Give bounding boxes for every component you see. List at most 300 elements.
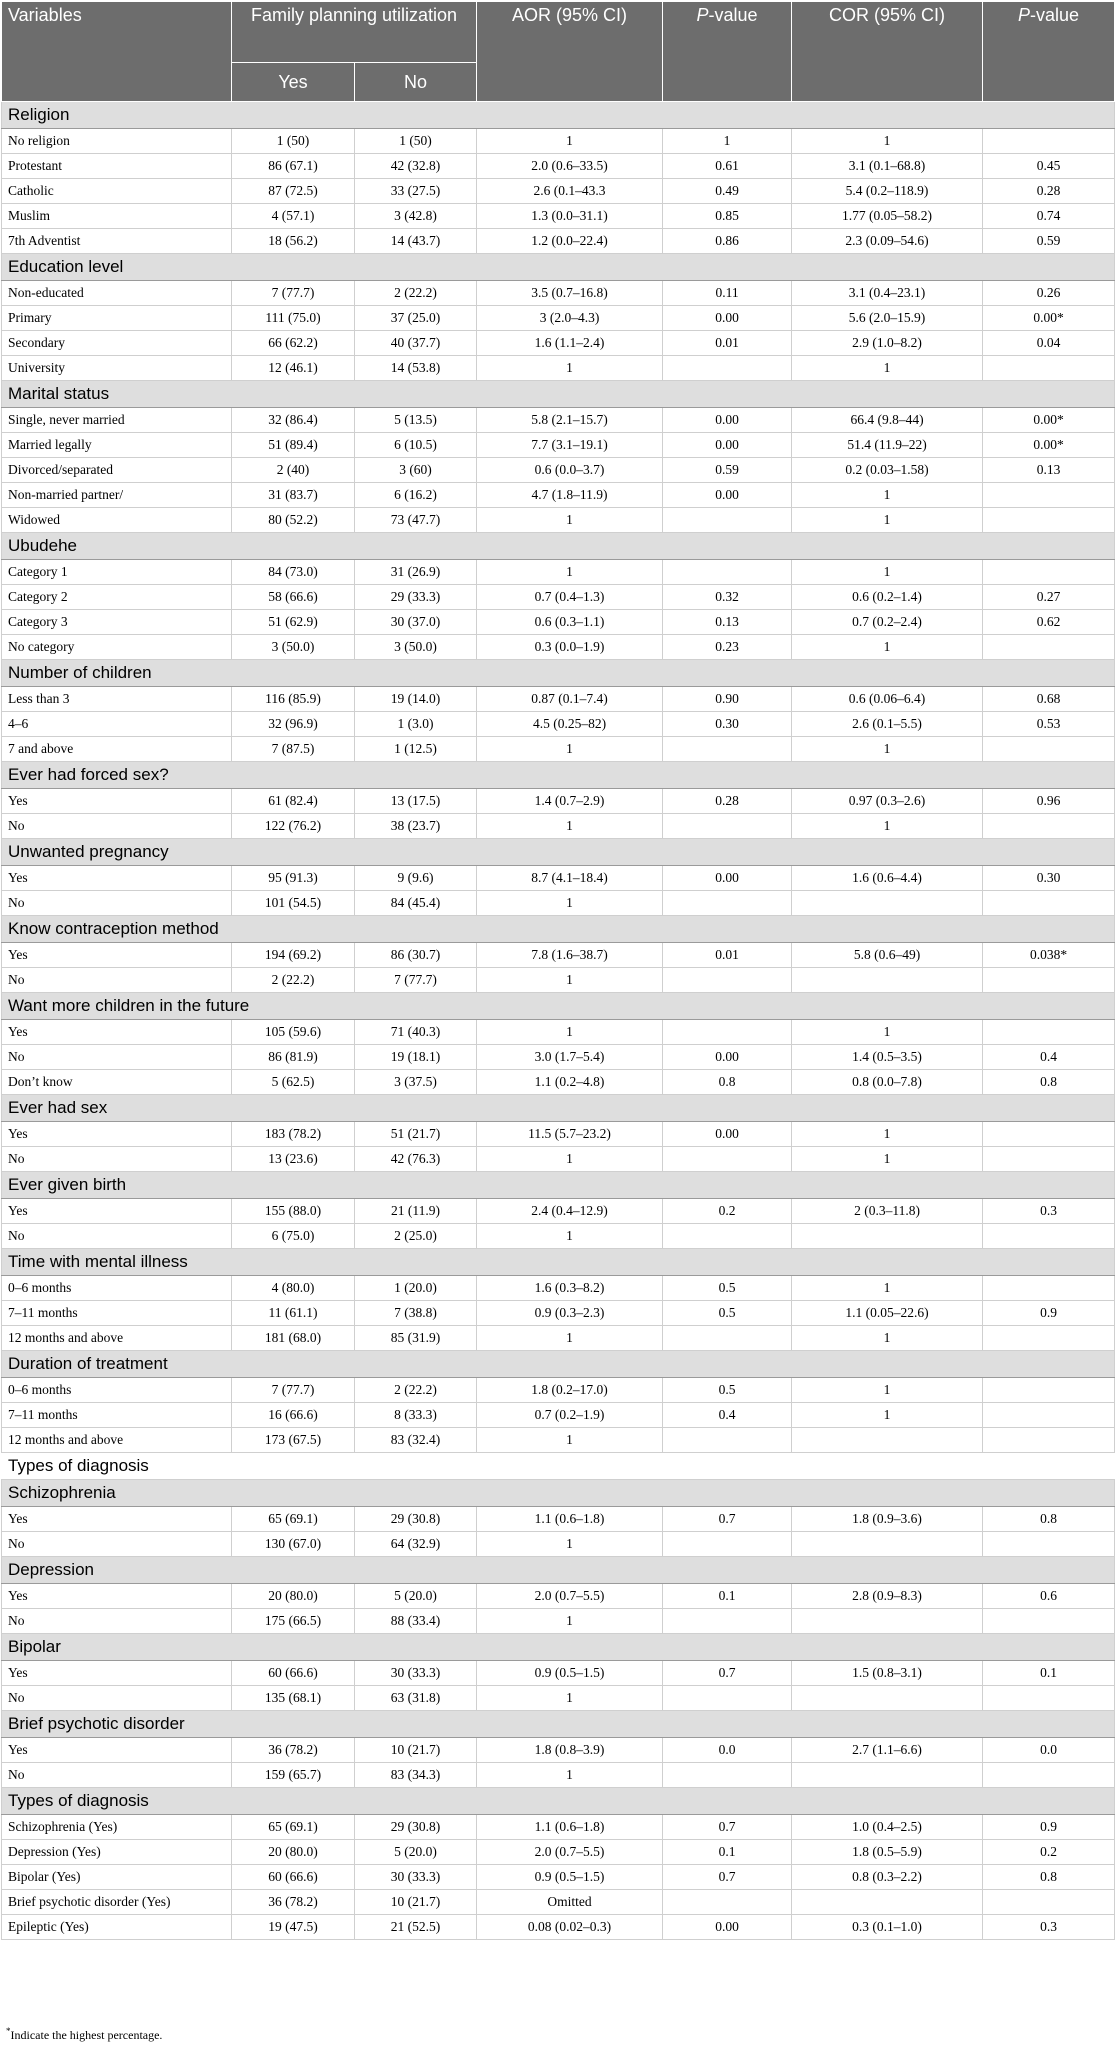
cell-aor-pvalue: 0.8 <box>663 1070 792 1095</box>
cell-no: 88 (33.4) <box>355 1609 477 1634</box>
cell-aor-pvalue: 0.0 <box>663 1738 792 1763</box>
cell-no: 30 (37.0) <box>355 610 477 635</box>
cell-aor: 1.8 (0.2–17.0) <box>477 1378 663 1403</box>
section-title: Ever given birth <box>2 1172 1115 1199</box>
table-row <box>2 1609 1115 1634</box>
cell-yes: 7 (77.7) <box>232 281 355 306</box>
cell-aor: 2.4 (0.4–12.9) <box>477 1199 663 1224</box>
section-row <box>2 1249 1115 1276</box>
cell-yes: 86 (81.9) <box>232 1045 355 1070</box>
cell-aor: 1 <box>477 1428 663 1453</box>
cell-cor: 1.8 (0.5–5.9) <box>792 1840 983 1865</box>
cell-aor: 1 <box>477 968 663 993</box>
cell-variable: Don’t know <box>2 1070 232 1095</box>
cell-cor: 1.0 (0.4–2.5) <box>792 1815 983 1840</box>
cell-cor: 1 <box>792 1147 983 1172</box>
cell-aor: 1.1 (0.6–1.8) <box>477 1815 663 1840</box>
cell-yes: 2 (40) <box>232 458 355 483</box>
table-row <box>2 1378 1115 1403</box>
cell-aor: 1 <box>477 1686 663 1711</box>
table-row <box>2 1840 1115 1865</box>
cell-no: 10 (21.7) <box>355 1890 477 1915</box>
cell-aor-pvalue: 0.00 <box>663 1122 792 1147</box>
cell-cor-pvalue: 0.59 <box>983 229 1115 254</box>
table-row <box>2 1865 1115 1890</box>
cell-variable: 0–6 months <box>2 1276 232 1301</box>
cell-variable: Secondary <box>2 331 232 356</box>
cell-cor: 1.1 (0.05–22.6) <box>792 1301 983 1326</box>
cell-cor: 1 <box>792 1122 983 1147</box>
cell-no: 29 (33.3) <box>355 585 477 610</box>
table-row <box>2 1890 1115 1915</box>
cell-yes: 60 (66.6) <box>232 1865 355 1890</box>
cell-aor: 0.9 (0.5–1.5) <box>477 1661 663 1686</box>
cell-yes: 6 (75.0) <box>232 1224 355 1249</box>
cell-yes: 36 (78.2) <box>232 1738 355 1763</box>
cell-cor: 0.2 (0.03–1.58) <box>792 458 983 483</box>
cell-aor-pvalue: 0.11 <box>663 281 792 306</box>
cell-variable: Yes <box>2 1199 232 1224</box>
table-row <box>2 891 1115 916</box>
cell-no: 33 (27.5) <box>355 179 477 204</box>
cell-aor: 2.6 (0.1–43.3 <box>477 179 663 204</box>
section-title: Education level <box>2 254 1115 281</box>
cell-variable: Muslim <box>2 204 232 229</box>
cell-yes: 122 (76.2) <box>232 814 355 839</box>
cell-variable: No <box>2 814 232 839</box>
table-row <box>2 737 1115 762</box>
cell-yes: 3 (50.0) <box>232 635 355 660</box>
cell-yes: 12 (46.1) <box>232 356 355 381</box>
cell-aor-pvalue: 0.7 <box>663 1661 792 1686</box>
cell-yes: 32 (96.9) <box>232 712 355 737</box>
cell-variable: Protestant <box>2 154 232 179</box>
cell-cor-pvalue <box>983 1224 1115 1249</box>
cell-no: 63 (31.8) <box>355 1686 477 1711</box>
cell-cor-pvalue <box>983 1122 1115 1147</box>
cell-no: 10 (21.7) <box>355 1738 477 1763</box>
cell-variable: 12 months and above <box>2 1428 232 1453</box>
cell-aor: 1 <box>477 737 663 762</box>
cell-no: 51 (21.7) <box>355 1122 477 1147</box>
cell-variable: Depression (Yes) <box>2 1840 232 1865</box>
cell-yes: 7 (87.5) <box>232 737 355 762</box>
table-row <box>2 1301 1115 1326</box>
cell-aor-pvalue: 0.90 <box>663 687 792 712</box>
section-row <box>2 254 1115 281</box>
table-row <box>2 866 1115 891</box>
cell-no: 5 (13.5) <box>355 408 477 433</box>
table-row <box>2 1763 1115 1788</box>
cell-aor: 1 <box>477 129 663 154</box>
cell-aor: 1 <box>477 356 663 381</box>
cell-cor: 1 <box>792 1326 983 1351</box>
section-title: Want more children in the future <box>2 993 1115 1020</box>
cell-yes: 105 (59.6) <box>232 1020 355 1045</box>
cell-yes: 60 (66.6) <box>232 1661 355 1686</box>
cell-aor-pvalue: 0.30 <box>663 712 792 737</box>
cell-aor-pvalue: 0.01 <box>663 943 792 968</box>
cell-aor-pvalue: 0.5 <box>663 1378 792 1403</box>
table-row <box>2 943 1115 968</box>
cell-cor-pvalue: 0.9 <box>983 1301 1115 1326</box>
cell-aor-pvalue: 0.1 <box>663 1840 792 1865</box>
table-row <box>2 1686 1115 1711</box>
cell-cor: 1.6 (0.6–4.4) <box>792 866 983 891</box>
section-title: Ever had sex <box>2 1095 1115 1122</box>
cell-aor-pvalue: 0.49 <box>663 179 792 204</box>
table-row <box>2 179 1115 204</box>
table-row <box>2 1661 1115 1686</box>
cell-aor-pvalue: 0.00 <box>663 866 792 891</box>
header-cor: COR (95% CI) <box>792 2 983 102</box>
cell-variable: No <box>2 1045 232 1070</box>
table-row <box>2 1403 1115 1428</box>
cell-cor <box>792 1890 983 1915</box>
cell-cor <box>792 1224 983 1249</box>
cell-cor: 1 <box>792 508 983 533</box>
section-row <box>2 1453 1115 1480</box>
cell-variable: No <box>2 1686 232 1711</box>
table-row <box>2 1326 1115 1351</box>
cell-cor: 1 <box>792 1276 983 1301</box>
cell-variable: Yes <box>2 943 232 968</box>
section-row <box>2 993 1115 1020</box>
cell-yes: 13 (23.6) <box>232 1147 355 1172</box>
header-pvalue-aor <box>663 2 792 102</box>
cell-cor-pvalue: 0.00* <box>983 433 1115 458</box>
cell-variable: Bipolar (Yes) <box>2 1865 232 1890</box>
cell-cor: 1 <box>792 1403 983 1428</box>
section-row <box>2 381 1115 408</box>
cell-cor-pvalue <box>983 1147 1115 1172</box>
cell-aor-pvalue: 0.7 <box>663 1865 792 1890</box>
cell-yes: 1 (50) <box>232 129 355 154</box>
cell-no: 42 (32.8) <box>355 154 477 179</box>
cell-aor: 1.6 (0.3–8.2) <box>477 1276 663 1301</box>
cell-cor-pvalue: 0.2 <box>983 1840 1115 1865</box>
cell-no: 2 (22.2) <box>355 1378 477 1403</box>
footnote <box>6 2026 162 2043</box>
cell-yes: 11 (61.1) <box>232 1301 355 1326</box>
cell-aor: 0.6 (0.0–3.7) <box>477 458 663 483</box>
table-row <box>2 1532 1115 1557</box>
cell-aor-pvalue <box>663 1532 792 1557</box>
cell-cor: 1 <box>792 129 983 154</box>
footnote-mark: * <box>6 2026 11 2036</box>
cell-cor: 1 <box>792 483 983 508</box>
cell-aor: 7.8 (1.6–38.7) <box>477 943 663 968</box>
cell-aor-pvalue <box>663 891 792 916</box>
table-row <box>2 1224 1115 1249</box>
cell-no: 42 (76.3) <box>355 1147 477 1172</box>
cell-cor: 0.97 (0.3–2.6) <box>792 789 983 814</box>
cell-cor-pvalue: 0.96 <box>983 789 1115 814</box>
table-row <box>2 1584 1115 1609</box>
cell-no: 1 (3.0) <box>355 712 477 737</box>
section-row <box>2 102 1115 129</box>
table-row <box>2 1147 1115 1172</box>
table-row <box>2 1020 1115 1045</box>
cell-yes: 173 (67.5) <box>232 1428 355 1453</box>
cell-no: 21 (11.9) <box>355 1199 477 1224</box>
table-row <box>2 356 1115 381</box>
cell-aor-pvalue <box>663 968 792 993</box>
table-row <box>2 1815 1115 1840</box>
cell-aor: 7.7 (3.1–19.1) <box>477 433 663 458</box>
cell-cor-pvalue: 0.00* <box>983 306 1115 331</box>
cell-cor-pvalue: 0.3 <box>983 1915 1115 1940</box>
table-row <box>2 968 1115 993</box>
cell-cor: 51.4 (11.9–22) <box>792 433 983 458</box>
cell-no: 2 (22.2) <box>355 281 477 306</box>
cell-cor: 3.1 (0.4–23.1) <box>792 281 983 306</box>
cell-variable: University <box>2 356 232 381</box>
cell-aor-pvalue <box>663 1020 792 1045</box>
cell-cor <box>792 1428 983 1453</box>
cell-cor <box>792 891 983 916</box>
table-row <box>2 1428 1115 1453</box>
cell-aor-pvalue: 0.86 <box>663 229 792 254</box>
cell-no: 73 (47.7) <box>355 508 477 533</box>
cell-cor-pvalue <box>983 891 1115 916</box>
cell-aor: 0.7 (0.4–1.3) <box>477 585 663 610</box>
cell-no: 1 (12.5) <box>355 737 477 762</box>
cell-yes: 19 (47.5) <box>232 1915 355 1940</box>
cell-aor-pvalue: 0.7 <box>663 1815 792 1840</box>
cell-variable: No <box>2 1147 232 1172</box>
cell-cor-pvalue: 0.00* <box>983 408 1115 433</box>
cell-cor-pvalue <box>983 1403 1115 1428</box>
cell-yes: 130 (67.0) <box>232 1532 355 1557</box>
cell-cor: 1 <box>792 1020 983 1045</box>
cell-cor: 2.3 (0.09–54.6) <box>792 229 983 254</box>
cell-variable: No <box>2 1763 232 1788</box>
cell-no: 64 (32.9) <box>355 1532 477 1557</box>
cell-cor: 5.4 (0.2–118.9) <box>792 179 983 204</box>
cell-aor: 3 (2.0–4.3) <box>477 306 663 331</box>
cell-variable: Yes <box>2 1507 232 1532</box>
cell-aor-pvalue <box>663 1686 792 1711</box>
cell-variable: Divorced/separated <box>2 458 232 483</box>
cell-cor: 2.8 (0.9–8.3) <box>792 1584 983 1609</box>
cell-cor-pvalue: 0.038* <box>983 943 1115 968</box>
cell-aor: Omitted <box>477 1890 663 1915</box>
cell-cor-pvalue <box>983 560 1115 585</box>
cell-variable: Yes <box>2 1020 232 1045</box>
cell-cor: 5.6 (2.0–15.9) <box>792 306 983 331</box>
cell-cor: 2 (0.3–11.8) <box>792 1199 983 1224</box>
cell-cor: 1 <box>792 814 983 839</box>
section-row <box>2 1711 1115 1738</box>
cell-aor: 0.87 (0.1–7.4) <box>477 687 663 712</box>
cell-yes: 111 (75.0) <box>232 306 355 331</box>
cell-cor: 1.5 (0.8–3.1) <box>792 1661 983 1686</box>
section-row <box>2 762 1115 789</box>
cell-cor-pvalue: 0.45 <box>983 154 1115 179</box>
cell-cor: 1.4 (0.5–3.5) <box>792 1045 983 1070</box>
cell-variable: No <box>2 1532 232 1557</box>
table-row <box>2 129 1115 154</box>
cell-aor-pvalue <box>663 356 792 381</box>
cell-cor-pvalue: 0.30 <box>983 866 1115 891</box>
cell-aor-pvalue: 0.00 <box>663 1045 792 1070</box>
cell-cor-pvalue <box>983 1020 1115 1045</box>
section-title: Brief psychotic disorder <box>2 1711 1115 1738</box>
section-title: Types of diagnosis <box>2 1788 1115 1815</box>
table-row <box>2 306 1115 331</box>
cell-aor: 1.1 (0.2–4.8) <box>477 1070 663 1095</box>
cell-variable: Yes <box>2 866 232 891</box>
cell-no: 3 (60) <box>355 458 477 483</box>
cell-cor-pvalue: 0.1 <box>983 1661 1115 1686</box>
cell-aor-pvalue <box>663 1609 792 1634</box>
cell-cor: 3.1 (0.1–68.8) <box>792 154 983 179</box>
cell-no: 7 (38.8) <box>355 1301 477 1326</box>
cell-variable: Less than 3 <box>2 687 232 712</box>
cell-aor: 1 <box>477 1147 663 1172</box>
section-row <box>2 660 1115 687</box>
cell-variable: No <box>2 1224 232 1249</box>
section-row <box>2 1480 1115 1507</box>
cell-variable: 7th Adventist <box>2 229 232 254</box>
section-row <box>2 1351 1115 1378</box>
cell-cor-pvalue: 0.68 <box>983 687 1115 712</box>
header-pvalue-rest: -value <box>1030 5 1080 25</box>
cell-cor: 0.7 (0.2–2.4) <box>792 610 983 635</box>
cell-cor: 2.7 (1.1–6.6) <box>792 1738 983 1763</box>
cell-yes: 95 (91.3) <box>232 866 355 891</box>
cell-yes: 183 (78.2) <box>232 1122 355 1147</box>
footnote-text: Indicate the highest percentage. <box>10 2028 163 2042</box>
table-row <box>2 635 1115 660</box>
section-row <box>2 1788 1115 1815</box>
section-title: Types of diagnosis <box>2 1453 1115 1480</box>
cell-yes: 65 (69.1) <box>232 1507 355 1532</box>
cell-yes: 135 (68.1) <box>232 1686 355 1711</box>
cell-yes: 51 (62.9) <box>232 610 355 635</box>
cell-cor: 0.8 (0.3–2.2) <box>792 1865 983 1890</box>
cell-variable: Yes <box>2 1661 232 1686</box>
cell-variable: 12 months and above <box>2 1326 232 1351</box>
cell-variable: Brief psychotic disorder (Yes) <box>2 1890 232 1915</box>
cell-no: 7 (77.7) <box>355 968 477 993</box>
cell-no: 86 (30.7) <box>355 943 477 968</box>
cell-cor-pvalue: 0.27 <box>983 585 1115 610</box>
cell-cor-pvalue <box>983 968 1115 993</box>
cell-yes: 87 (72.5) <box>232 179 355 204</box>
cell-cor-pvalue: 0.53 <box>983 712 1115 737</box>
cell-no: 19 (18.1) <box>355 1045 477 1070</box>
header-no: No <box>355 63 477 102</box>
cell-aor-pvalue <box>663 508 792 533</box>
cell-no: 30 (33.3) <box>355 1865 477 1890</box>
cell-no: 2 (25.0) <box>355 1224 477 1249</box>
cell-cor: 5.8 (0.6–49) <box>792 943 983 968</box>
section-row <box>2 1095 1115 1122</box>
section-row <box>2 533 1115 560</box>
header-pvalue-p: P <box>1017 5 1030 25</box>
table-row <box>2 331 1115 356</box>
cell-yes: 36 (78.2) <box>232 1890 355 1915</box>
cell-cor: 1 <box>792 737 983 762</box>
cell-aor: 0.9 (0.5–1.5) <box>477 1865 663 1890</box>
cell-no: 83 (32.4) <box>355 1428 477 1453</box>
cell-cor-pvalue: 0.04 <box>983 331 1115 356</box>
cell-cor <box>792 1609 983 1634</box>
cell-aor-pvalue <box>663 814 792 839</box>
section-row <box>2 1557 1115 1584</box>
cell-no: 37 (25.0) <box>355 306 477 331</box>
cell-variable: No category <box>2 635 232 660</box>
cell-aor: 5.8 (2.1–15.7) <box>477 408 663 433</box>
cell-cor-pvalue: 0.62 <box>983 610 1115 635</box>
cell-aor-pvalue: 0.4 <box>663 1403 792 1428</box>
table-header <box>2 2 1115 102</box>
cell-no: 19 (14.0) <box>355 687 477 712</box>
cell-cor-pvalue <box>983 737 1115 762</box>
cell-no: 14 (53.8) <box>355 356 477 381</box>
cell-variable: Catholic <box>2 179 232 204</box>
cell-aor-pvalue <box>663 560 792 585</box>
cell-aor-pvalue <box>663 1147 792 1172</box>
cell-yes: 31 (83.7) <box>232 483 355 508</box>
cell-variable: Single, never married <box>2 408 232 433</box>
cell-cor <box>792 1686 983 1711</box>
cell-no: 71 (40.3) <box>355 1020 477 1045</box>
section-title: Unwanted pregnancy <box>2 839 1115 866</box>
cell-cor: 0.6 (0.2–1.4) <box>792 585 983 610</box>
cell-yes: 84 (73.0) <box>232 560 355 585</box>
section-title: Religion <box>2 102 1115 129</box>
cell-aor-pvalue <box>663 1326 792 1351</box>
table-row <box>2 508 1115 533</box>
cell-yes: 101 (54.5) <box>232 891 355 916</box>
cell-variable: Category 3 <box>2 610 232 635</box>
cell-no: 1 (50) <box>355 129 477 154</box>
table-row <box>2 1045 1115 1070</box>
cell-aor-pvalue <box>663 1763 792 1788</box>
cell-yes: 194 (69.2) <box>232 943 355 968</box>
cell-aor: 0.7 (0.2–1.9) <box>477 1403 663 1428</box>
cell-yes: 16 (66.6) <box>232 1403 355 1428</box>
cell-no: 21 (52.5) <box>355 1915 477 1940</box>
cell-variable: Yes <box>2 789 232 814</box>
cell-yes: 4 (57.1) <box>232 204 355 229</box>
cell-cor-pvalue: 0.6 <box>983 1584 1115 1609</box>
cell-aor-pvalue <box>663 1890 792 1915</box>
cell-aor: 11.5 (5.7–23.2) <box>477 1122 663 1147</box>
cell-cor-pvalue <box>983 1609 1115 1634</box>
cell-variable: Schizophrenia (Yes) <box>2 1815 232 1840</box>
cell-yes: 7 (77.7) <box>232 1378 355 1403</box>
cell-variable: 7 and above <box>2 737 232 762</box>
cell-cor-pvalue: 0.0 <box>983 1738 1115 1763</box>
table-row <box>2 1738 1115 1763</box>
section-title: Bipolar <box>2 1634 1115 1661</box>
cell-aor-pvalue: 0.2 <box>663 1199 792 1224</box>
cell-cor-pvalue <box>983 1276 1115 1301</box>
cell-aor: 0.08 (0.02–0.3) <box>477 1915 663 1940</box>
cell-yes: 4 (80.0) <box>232 1276 355 1301</box>
cell-variable: Yes <box>2 1738 232 1763</box>
table-row <box>2 458 1115 483</box>
table-row <box>2 229 1115 254</box>
cell-variable: Married legally <box>2 433 232 458</box>
table-row <box>2 585 1115 610</box>
cell-aor: 1.4 (0.7–2.9) <box>477 789 663 814</box>
cell-cor-pvalue: 0.26 <box>983 281 1115 306</box>
